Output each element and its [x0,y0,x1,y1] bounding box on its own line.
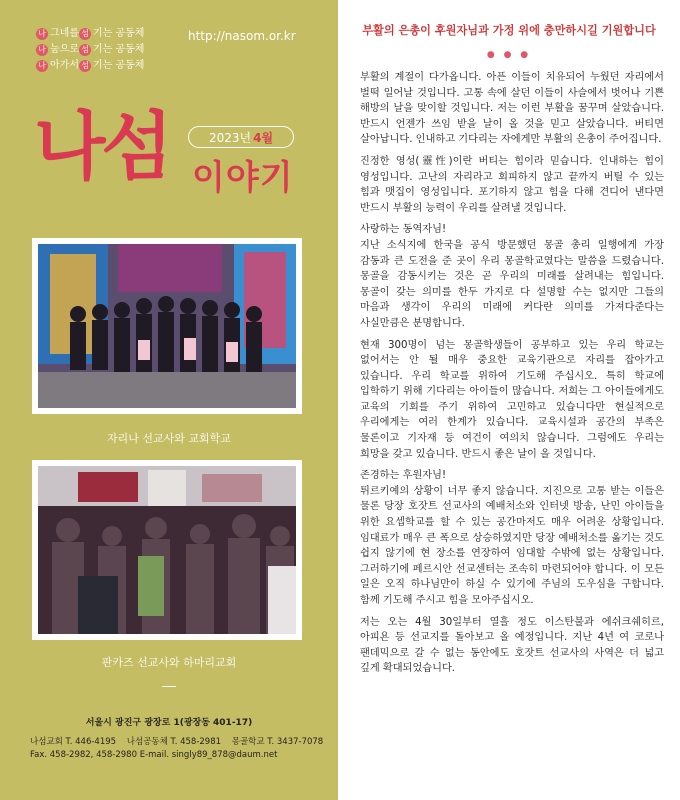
phone-school: 몽골학교 T. 3437-7078 [231,737,324,747]
motto-line: 나 눔으로 섬 기는 공동체 [36,42,144,58]
letter-body [360,70,664,683]
newsletter-subtitle: 이야기 [192,158,294,198]
motto-dot: 나 [36,60,48,72]
left-panel [0,0,338,800]
photo-frame-2 [32,460,302,640]
issue-year: 2023년 [208,130,252,145]
paragraph-greeting: 사랑하는 동역자님! [360,224,447,236]
fax-email: Fax. 458-2982, 458-2980 E-mail. singly89_878@daum.net [30,750,278,760]
issue-date-badge [188,126,294,148]
phone-community: 나섬공동체 T. 458-2981 [126,737,222,747]
right-panel [338,0,680,800]
photo-caption-2: 판카즈 선교사와 하마리교회 [101,656,237,669]
letter-headline: 부활의 은총이 후원자님과 가정 위에 충만하시길 기원합니다 [362,24,656,37]
motto-list [36,26,144,74]
worship-photo-hamari-church [38,466,296,634]
motto-dot: 나 [36,44,48,56]
contact-phones [30,735,331,747]
paragraph: 지난 소식지에 한국을 공식 방문했던 몽골 총리 일행에게 가장 감동과 큰 도전을 준 곳이 우리 몽골학교였다는 말씀을 드렸습니다. 몽골을 감동시키는 것은 곧 우리의 미래를 살려내는 힘입니다. 몽골이 갖는 의미를 한두 가지로 다 설명할 수는 없지만 그들의 마음과 생각이 우리의 미래에 커다란 의미를 가져다준다는 사실만큼은 분명합니다. [360,239,664,329]
motto-line: 나 그네를 섬 기는 공동체 [36,26,144,42]
website-link[interactable]: http://nasom.or.kr [188,29,296,43]
divider [162,686,176,687]
newsletter-logo: 나섬 [34,104,169,190]
motto-dot: 섬 [79,28,91,40]
paragraph: 현재 300명이 넘는 몽골학생들이 공부하고 있는 우리 학교는 없어서는 안 될 매우 중요한 교육기관으로 자리를 잡아가고 있습니다. 우리 학교를 위하여 기도해 주십시오. 특히 학교에 입학하기 위해 기다리는 아이들이 많습니다. 저희는 그 아이들에게도 교육의 기회를 주기 위하여 고민하고 있습니다만 현실적으로 우리에게는 여러 한계가 있습니다. 교육시설과 공간의 부족은 물론이고 기자재 등 여건이 여의치 않습니다. 그럼에도 우리는 희망을 갖고 있습니다. 반드시 좋은 날이 올 것입니다. [360,339,664,460]
paragraph: 저는 오는 4월 30일부터 열흘 정도 이스탄불과 에쉬크쉐히르, 아피욘 등 선교지를 돌아보고 올 예정입니다. 지난 4년 여 코로나 팬데믹으로 갈 수 없는 동안에도 호잣트 선교사의 사역은 더 넓고 깊게 확대되었습니다. [360,616,664,675]
issue-month: 4월 [253,130,274,145]
paragraph: 튀르키예의 상황이 너무 좋지 않습니다. 지진으로 고통 받는 이들은 물론 당장 호잣트 선교사의 예배처소와 인터넷 방송, 난민 아이들을 위한 요셉학교를 할 수 있는 공간마저도 매우 어려운 상황입니다. 임대료가 매우 큰 폭으로 상승하였지만 당장 예배처소를 옮기는 것도 쉽지 않기에 현 장소를 연장하여 임대할 수밖에 없는 상황입니다. 그러하기에 페르시안 선교센터는 조속히 마련되어야 합니다. 이 모든 일은 오직 하나님만이 하실 수 있기에 주님의 도우심을 구합니다. 함께 기도해 주시고 힘을 모아주십시오. [360,485,664,606]
motto-dot: 섬 [79,60,91,72]
photo-caption-1: 자리나 선교사와 교회학교 [107,432,231,445]
photo-frame-1 [32,238,302,414]
paragraph-greeting: 존경하는 후원자님! [360,470,447,482]
motto-line: 나 아가서 섬 기는 공동체 [36,58,144,74]
paragraph: 진정한 영성(靈性)이란 버티는 힘이라 믿습니다. 인내하는 힘이 영성입니다. 고난의 자리라고 회피하지 않고 끝까지 버틸 수 있는 힘과 맷집이 영성입니다. 포기하지 않고 힘을 다해 견디어 낸다면 반드시 부활의 능력이 우리를 살려낼 것입니다. [360,155,664,214]
decorative-dots: ● ● ● [486,50,532,60]
motto-dot: 나 [36,28,48,40]
group-photo-church-school [38,244,296,408]
address: 서울시 광진구 광장로 1(광장동 401-17) [85,718,253,728]
phone-church: 나섬교회 T. 446-4195 [30,737,117,747]
paragraph: 부활의 계절이 다가옵니다. 아픈 이들이 치유되어 누웠던 자리에서 벌떡 일어날 것입니다. 고통 속에 살던 이들이 사슬에서 벗어나 기쁜 해방의 날을 맞이할 것입니다. 저는 이런 부활을 꿈꾸며 살았습니다. 반드시 언젠가 쓰임 받을 날이 올 것을 믿고 살았습니다. 버티면 살아납니다. 인내하고 기다리는 자에게만 부활의 은총이 주어집니다. [360,72,664,146]
motto-dot: 섬 [79,44,91,56]
